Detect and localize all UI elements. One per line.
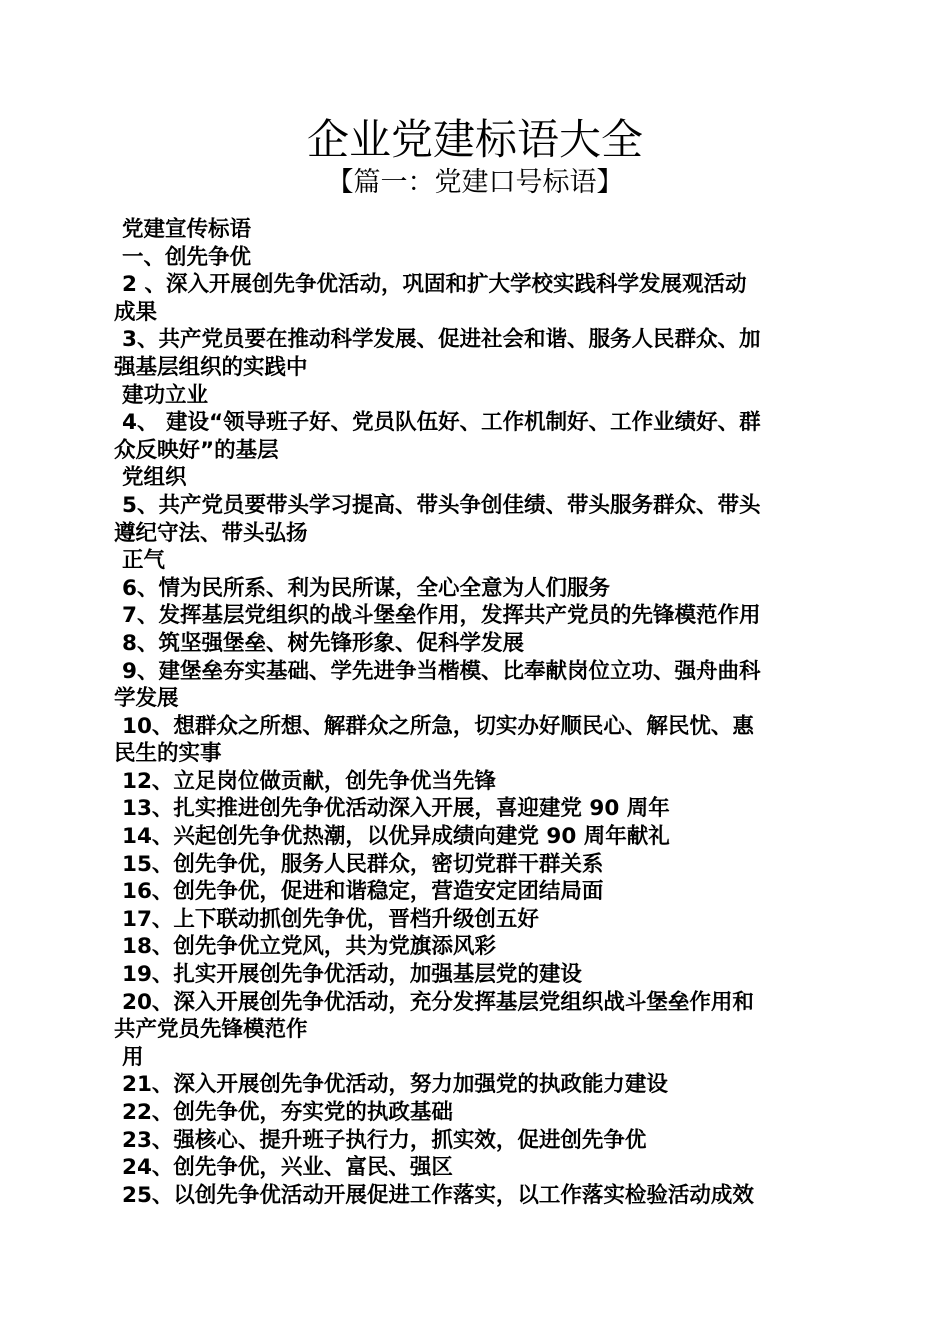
text-line: 18、创先争优立党风，共为党旗添风彩 — [122, 934, 496, 960]
text-line: 4、 建设“领导班子好、党员队伍好、工作机制好、工作业绩好、群 — [122, 410, 761, 436]
text-line: 24、创先争优，兴业、富民、强区 — [122, 1155, 453, 1181]
slogan-list — [114, 216, 844, 1209]
text-line: 21、深入开展创先争优活动，努力加强党的执政能力建设 — [122, 1072, 668, 1098]
text-line: 25、以创先争优活动开展促进工作落实，以工作落实检验活动成效 — [122, 1182, 754, 1208]
text-line: 15、创先争优，服务人民群众，密切党群干群关系 — [122, 851, 604, 877]
text-line: 党组织 — [122, 465, 187, 491]
text-line: 20、深入开展创先争优活动，充分发挥基层党组织战斗堡垒作用和 — [122, 989, 754, 1015]
text-line: 14、兴起创先争优热潮，以优异成绩向建党 90 周年献礼 — [122, 824, 670, 850]
text-line: 成果 — [114, 299, 158, 325]
document-title: 企业党建标语大全 — [306, 115, 643, 164]
text-line: 22、创先争优，夯实党的执政基础 — [122, 1100, 453, 1125]
text-line: 13、扎实推进创先争优活动深入开展，喜迎建党 90 周年 — [122, 796, 670, 822]
text-line: 强基层组织的实践中 — [114, 354, 308, 380]
text-line: 众反映好”的基层 — [114, 437, 279, 463]
text-line: 学发展 — [114, 686, 179, 712]
text-line: 16、创先争优，促进和谐稳定，营造安定团结局面 — [122, 879, 604, 905]
text-line: 2 、深入开展创先争优活动，巩固和扩大学校实践科学发展观活动 — [122, 272, 747, 298]
text-line: 正气 — [122, 548, 166, 574]
text-line: 19、扎实开展创先争优活动，加强基层党的建设 — [122, 962, 582, 988]
text-line: 23、强核心、提升班子执行力，抓实效，促进创先争优 — [122, 1127, 647, 1153]
document-subtitle: 【篇一：党建口号标语】 — [326, 167, 624, 198]
text-line: 3、共产党员要在推动科学发展、促进社会和谐、服务人民群众、加 — [122, 327, 761, 353]
text-line: 民生的实事 — [114, 741, 222, 767]
text-line: 9、建堡垒夯实基础、学先进争当楷模、比奉献岗位立功、强舟曲科 — [122, 658, 761, 684]
text-line: 共产党员先锋模范作 — [114, 1017, 308, 1043]
text-line: 一、创先争优 — [122, 244, 252, 270]
text-line: 5、共产党员要带头学习提高、带头争创佳绩、带头服务群众、带头 — [122, 492, 761, 518]
text-line: 建功立业 — [122, 382, 209, 408]
text-line: 遵纪守法、带头弘扬 — [114, 520, 308, 546]
text-line: 8、筑坚强堡垒、树先锋形象、促科学发展 — [122, 630, 524, 656]
text-line: 6、情为民所系、利为民所谋，全心全意为人们服务 — [122, 575, 610, 601]
text-line: 12、立足岗位做贡献，创先争优当先锋 — [122, 768, 496, 794]
text-line: 10、想群众之所想、解群众之所急，切实办好顺民心、解民忧、惠 — [122, 713, 754, 739]
text-line: 党建宣传标语 — [122, 217, 252, 242]
text-line: 17、上下联动抓创先争优，晋档升级创五好 — [122, 906, 539, 932]
text-line: 7、发挥基层党组织的战斗堡垒作用，发挥共产党员的先锋模范作用 — [122, 603, 761, 629]
text-line: 用 — [122, 1044, 144, 1070]
